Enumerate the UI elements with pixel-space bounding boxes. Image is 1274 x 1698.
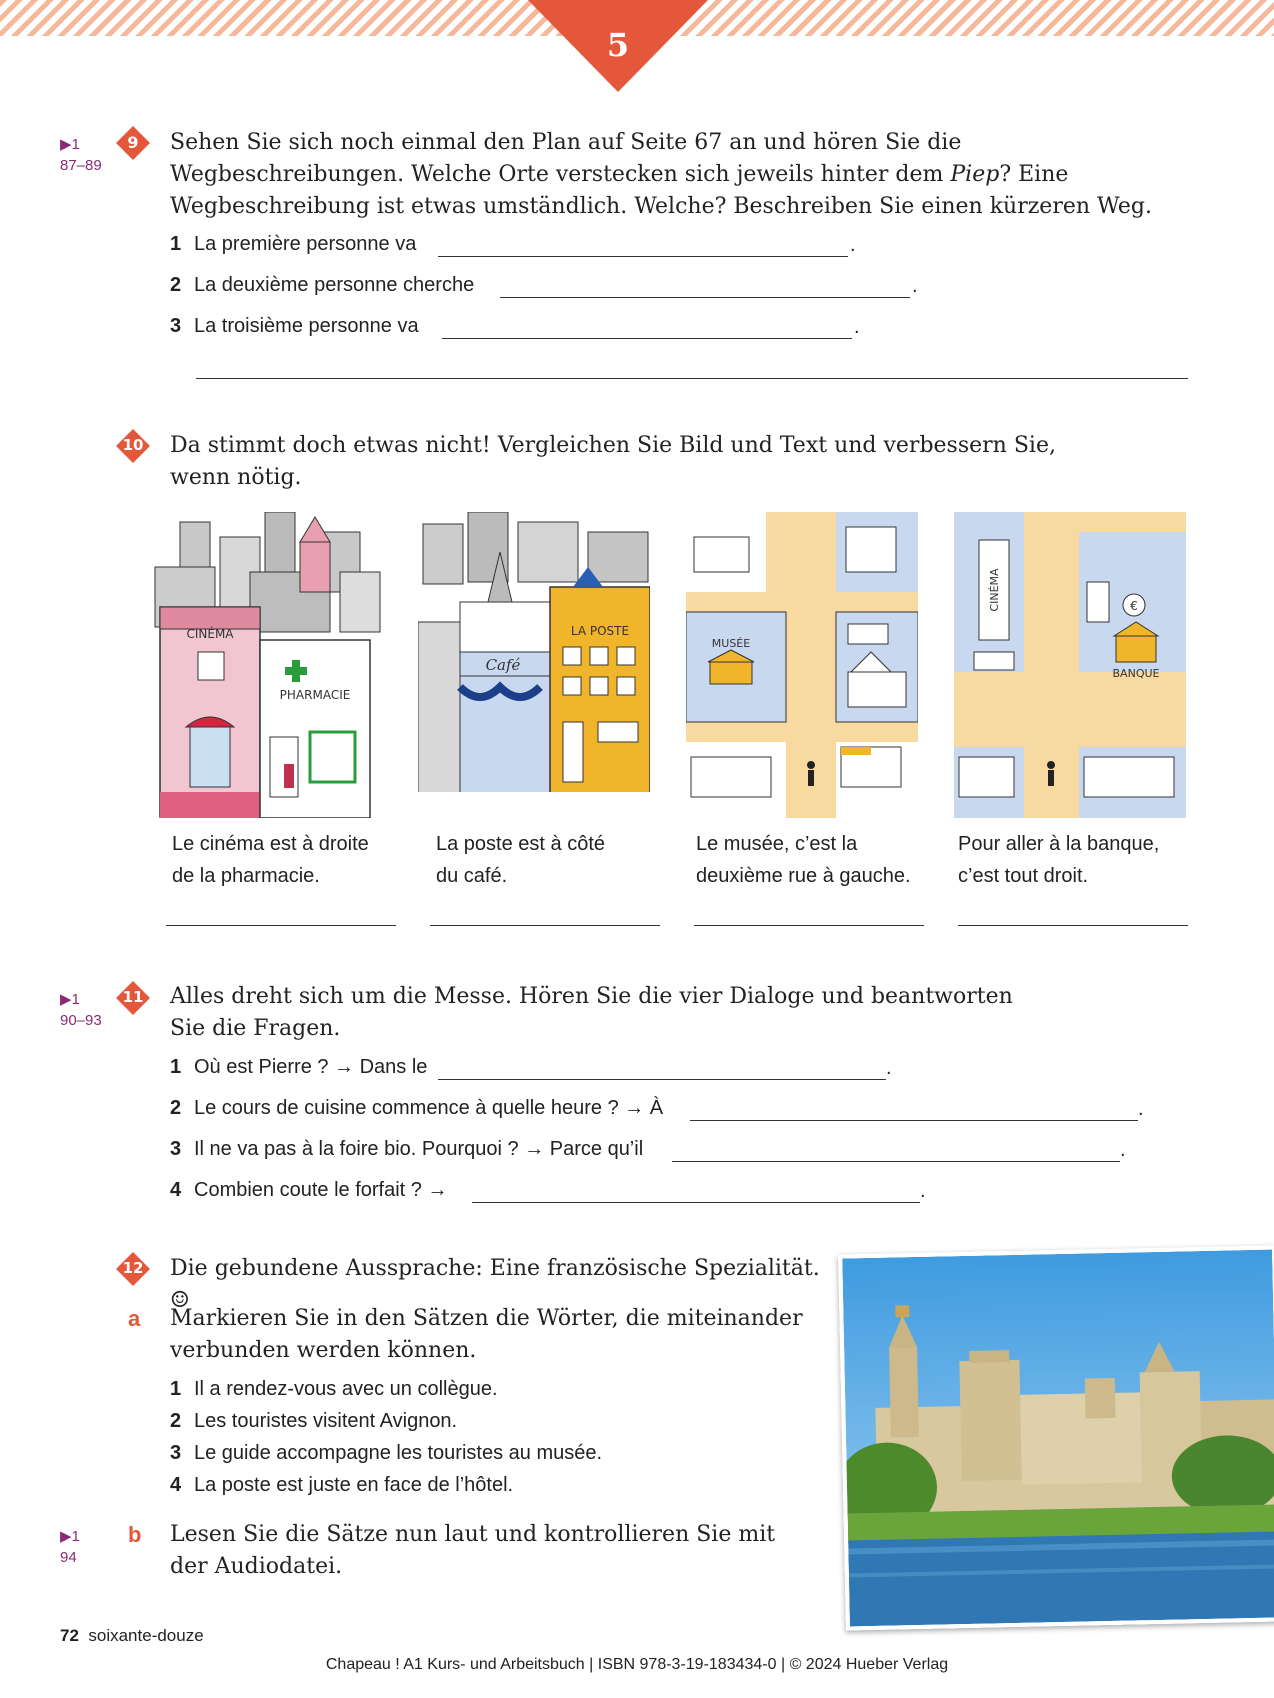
audio-track: ▶1 — [60, 136, 80, 153]
ex9-item-2: 2 La deuxième personne cherche — [170, 274, 475, 296]
avignon-photo — [838, 1245, 1274, 1630]
musee-sign: MUSÉE — [711, 637, 751, 650]
part-a-letter: a — [128, 1306, 141, 1331]
ex12a-item-4: 4 La poste est juste en face de l’hôtel. — [170, 1474, 514, 1496]
ex10-answer-line-3[interactable] — [694, 925, 924, 926]
illustration-map-musee — [686, 512, 918, 818]
audio-ref-9[interactable] — [60, 134, 102, 176]
ex12a-item-2: 2 Les touristes visitent Avignon. — [170, 1410, 458, 1432]
ex10-answer-line-1[interactable] — [166, 925, 396, 926]
ex9-answer-line-1[interactable] — [438, 256, 848, 257]
audio-ref-12b[interactable] — [60, 1526, 80, 1568]
pharmacie-sign: PHARMACIE — [279, 688, 351, 702]
part-a-instruction: Markieren Sie in den Sätzen die Wörter, die miteinander verbunden werden können. — [170, 1306, 803, 1363]
audio-range: 94 — [60, 1549, 77, 1566]
cinema-vertical-sign: CINÉMA — [988, 568, 1001, 612]
caption-cinema: Le cinéma est à droite de la pharmacie. — [172, 833, 369, 887]
exercise-10-instruction: Da stimmt doch etwas nicht! Vergleichen Sie Bild und Text und verbessern Sie, wenn nötig. — [170, 433, 1056, 490]
exercise-badge-10: 10 — [118, 431, 148, 461]
ex11-item-3: 3 Il ne va pas à la foire bio. Pourquoi ? → Parce qu’il — [170, 1138, 644, 1160]
svg-text:€: € — [1130, 599, 1138, 613]
exercise-11-instruction: Alles dreht sich um die Messe. Hören Sie die vier Dialoge und beantworten Sie die Fragen. — [170, 984, 1013, 1041]
audio-ref-11[interactable] — [60, 989, 102, 1031]
footer-credit: Chapeau ! A1 Kurs- und Arbeitsbuch | ISBN 978-3-19-183434-0 | © 2024 Hueber Verlag — [325, 1656, 949, 1673]
ex10-answer-line-4[interactable] — [958, 925, 1188, 926]
exercise-badge-12: 12 — [118, 1254, 148, 1284]
ex11-answer-line-2[interactable] — [690, 1120, 1138, 1121]
caption-poste: La poste est à côté du café. — [436, 833, 606, 887]
la-poste-sign: LA POSTE — [570, 624, 630, 638]
ex10-answer-line-2[interactable] — [430, 925, 660, 926]
audio-track: ▶1 — [60, 1528, 80, 1545]
ex9-answer-line-3[interactable] — [442, 338, 852, 339]
ex11-item-1: 1 Où est Pierre ? → Dans le — [170, 1056, 428, 1078]
ex11-answer-line-4[interactable] — [472, 1202, 920, 1203]
ex12a-item-3: 3 Le guide accompagne les touristes au musée. — [170, 1442, 603, 1464]
audio-track: ▶1 — [60, 991, 80, 1008]
illustration-poste-cafe — [418, 512, 650, 818]
exercise-12-instruction: Die gebundene Aussprache: Eine französische Spezialität. ☺ — [170, 1256, 820, 1313]
ex11-item-4: 4 Combien coute le forfait ? → — [170, 1179, 448, 1201]
chapter-number: 5 — [606, 26, 630, 64]
ex9-answer-line-2[interactable] — [500, 297, 910, 298]
exercise-badge-9: 9 — [118, 128, 148, 158]
exercise-9-instruction: Sehen Sie sich noch einmal den Plan auf Seite 67 an und hören Sie die Wegbeschreibungen. Welche Orte verstecken sich jeweils hinter dem Piep? Eine Wegbeschreibung ist etwas umständlich. Welche? Beschreiben Sie einen kürzeren Weg. — [170, 130, 1152, 219]
illustration-map-banque — [954, 512, 1186, 818]
audio-range: 87–89 — [60, 157, 102, 174]
page-number: 72 soixante-douze — [60, 1626, 204, 1645]
ex11-answer-line-1[interactable] — [438, 1079, 886, 1080]
part-b-instruction: Lesen Sie die Sätze nun laut und kontrollieren Sie mit der Audiodatei. — [170, 1522, 776, 1579]
ex12a-item-1: 1 Il a rendez-vous avec un collègue. — [170, 1378, 498, 1400]
ex9-extra-answer-line[interactable] — [196, 378, 1188, 379]
ex9-item-1: 1 La première personne va — [170, 233, 417, 255]
caption-musee: Le musée, c’est la deuxième rue à gauche. — [696, 833, 911, 887]
cafe-sign: Café — [485, 656, 521, 674]
illustration-cinema-pharmacie — [150, 512, 382, 818]
banque-sign: BANQUE — [1112, 667, 1160, 680]
ex11-answer-line-3[interactable] — [672, 1161, 1120, 1162]
cinema-sign: CINÉMA — [186, 627, 234, 641]
ex11-item-2: 2 Le cours de cuisine commence à quelle heure ? → À — [170, 1097, 664, 1119]
audio-range: 90–93 — [60, 1012, 102, 1029]
caption-banque: Pour aller à la banque, c’est tout droit. — [958, 833, 1160, 887]
part-b-letter: b — [128, 1522, 142, 1547]
ex9-item-3: 3 La troisième personne va — [170, 315, 419, 337]
exercise-badge-11: 11 — [118, 983, 148, 1013]
